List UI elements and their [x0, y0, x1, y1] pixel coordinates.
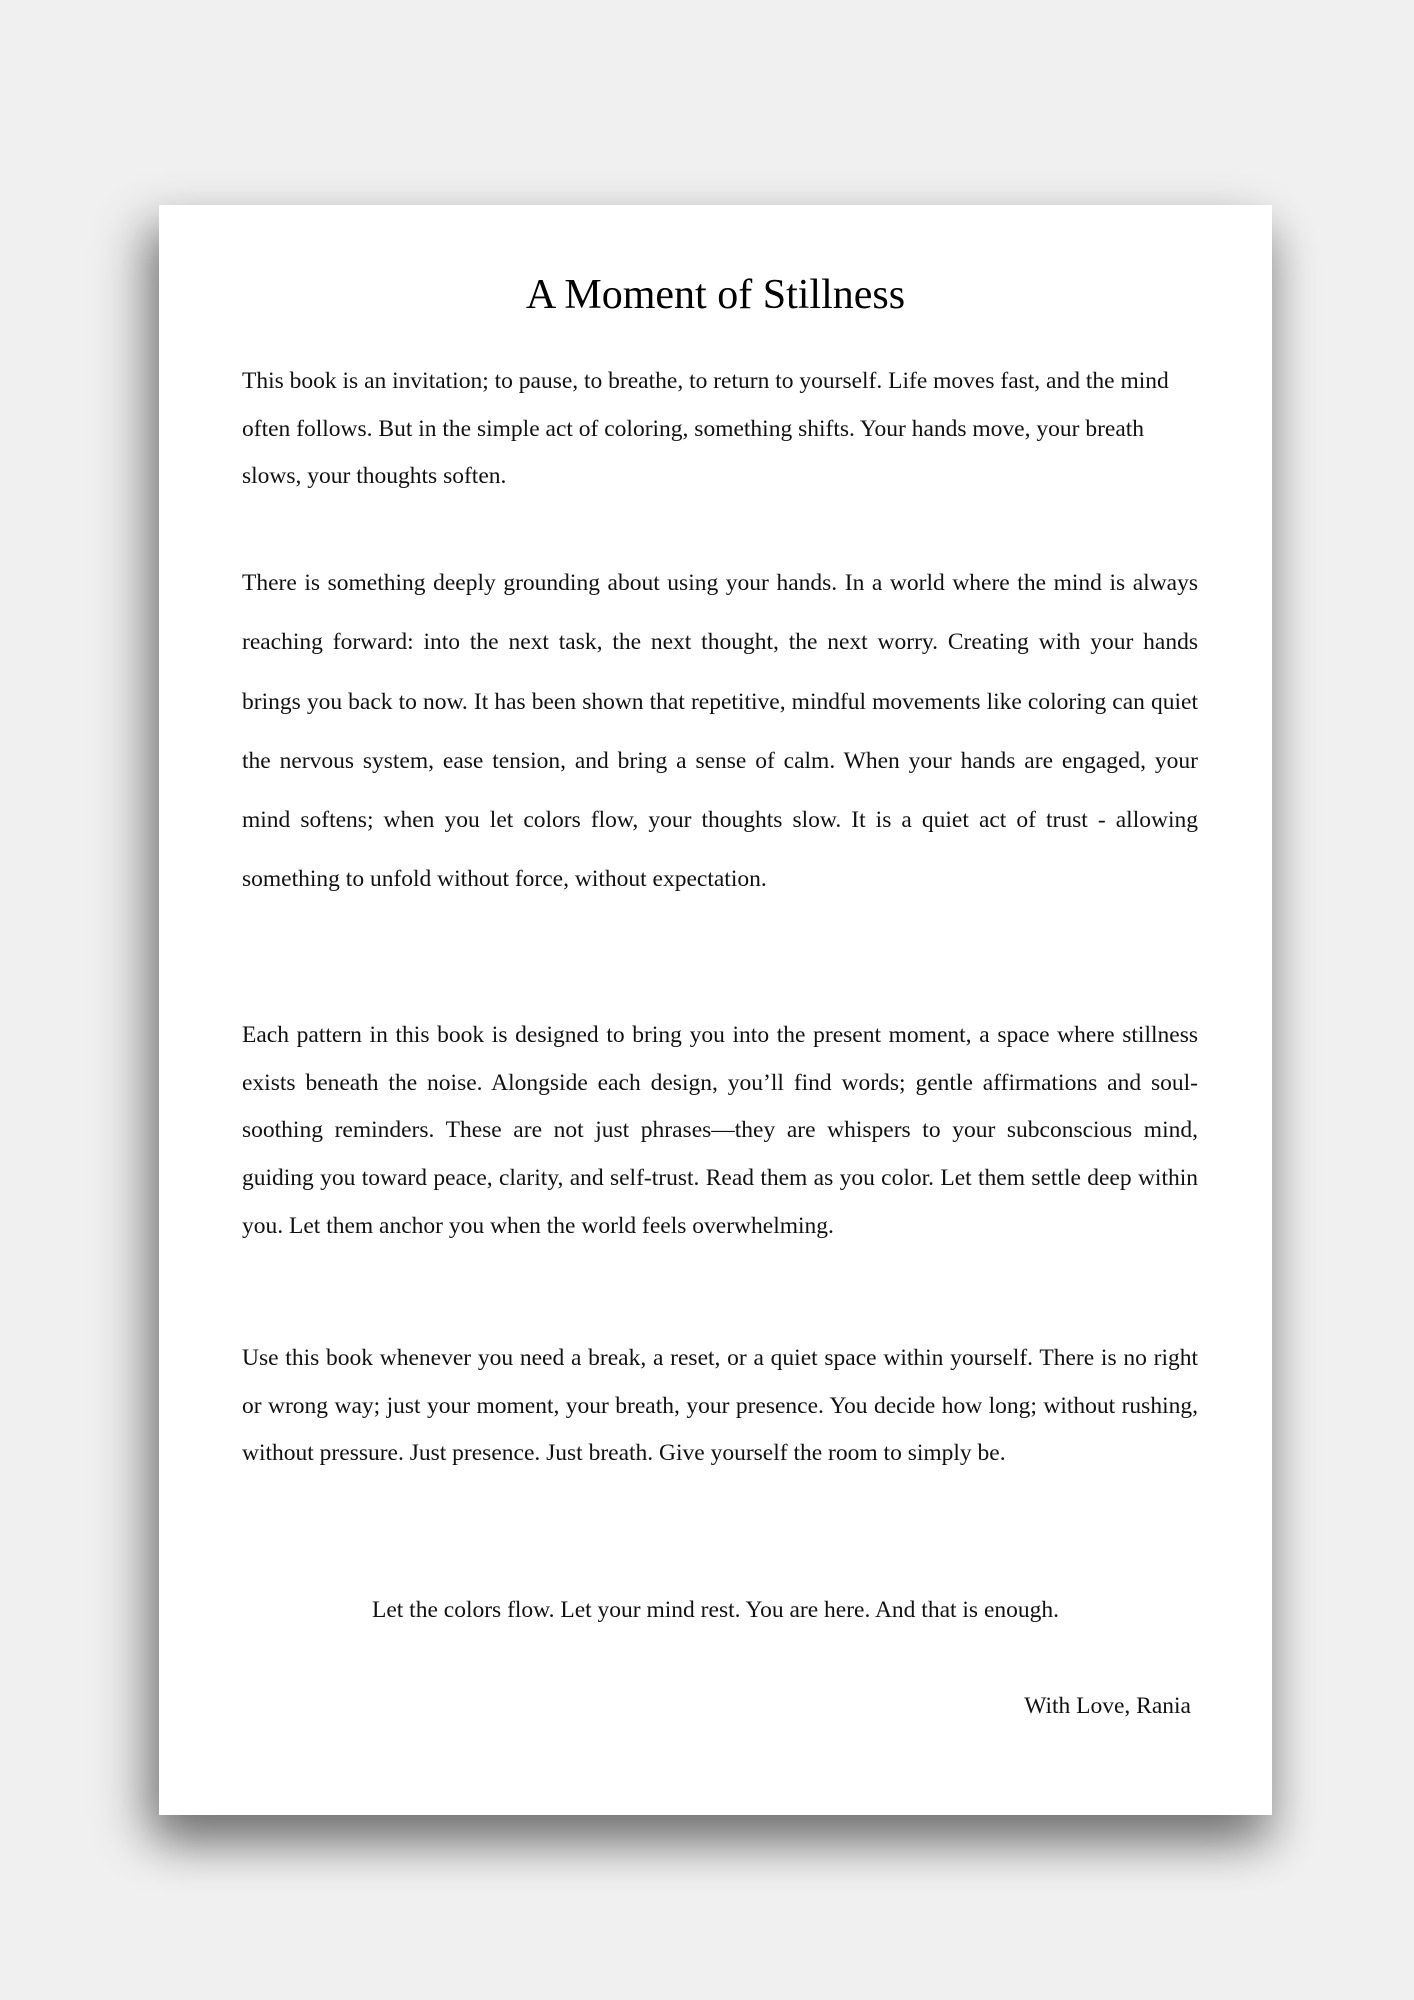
paragraph-4: Use this book whenever you need a break, a reset, or a quiet space within yourself. There is no right or wrong way; just your moment, your breath, your presence. You decide how long; without rushing, without pressure. Just presence. Just breath. Give yourself the room to simply be. [242, 1345, 1198, 1466]
paragraph-3: Each pattern in this book is designed to bring you into the present moment, a space where stillness exists beneath the noise. Alongside each design, you’ll find words; gentle affirmations and soul-soothing reminders. These are not just phrases—they are whispers to your subconscious mind, guiding you toward peace, clarity, and self-trust. Read them as you color. Let them settle deep within you. Let them anchor you when the world feels overwhelming. [242, 1022, 1198, 1239]
paragraph-1: This book is an invitation; to pause, to breathe, to return to yourself. Life moves fast, and the mind often follows. But in the simple act of coloring, something shifts. Your hands move, your breath slows, your thoughts soften. [242, 368, 1169, 489]
closing-line: Let the colors flow. Let your mind rest. You are here. And that is enough. [371, 1597, 1060, 1623]
signoff: With Love, Rania [1024, 1693, 1191, 1719]
document-page [159, 205, 1272, 1815]
page-title: A Moment of Stillness [525, 272, 906, 318]
paragraph-2: There is something deeply grounding about using your hands. In a world where the mind is always reaching forward: into the next task, the next thought, the next worry. Creating with your hands brings you back to now. It has been shown that repetitive, mindful movements like coloring can quiet the nervous system, ease tension, and bring a sense of calm. When your hands are engaged, your mind softens; when you let colors flow, your thoughts slow. It is a quiet act of trust - allowing something to unfold without force, without expectation. [242, 570, 1198, 893]
